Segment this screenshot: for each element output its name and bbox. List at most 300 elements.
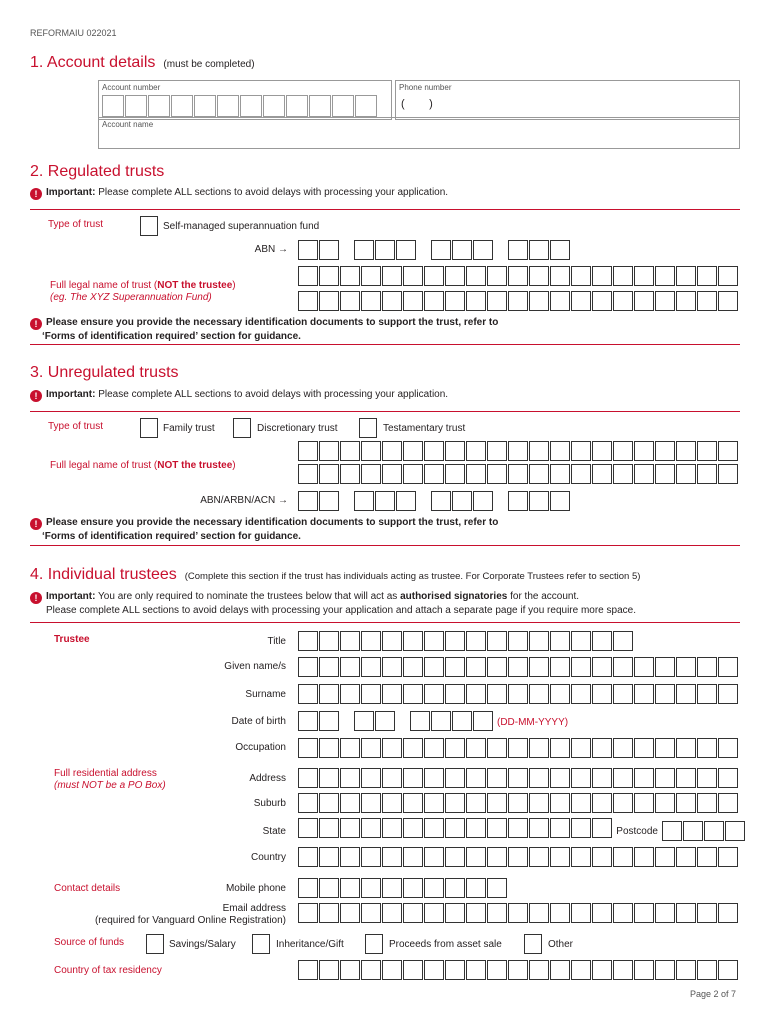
character-box[interactable] [452, 711, 472, 731]
character-box[interactable] [424, 684, 444, 704]
date-of-birth-boxes[interactable] [298, 711, 494, 731]
character-box[interactable] [487, 960, 507, 980]
character-box[interactable] [529, 818, 549, 838]
character-box[interactable] [452, 491, 472, 511]
address-row-2[interactable] [298, 793, 739, 813]
character-box[interactable] [403, 960, 423, 980]
character-box[interactable] [466, 631, 486, 651]
character-box[interactable] [613, 847, 633, 867]
character-box[interactable] [354, 240, 374, 260]
character-box[interactable] [424, 847, 444, 867]
character-box[interactable] [550, 491, 570, 511]
character-box[interactable] [508, 441, 528, 461]
given-names-boxes[interactable] [298, 657, 739, 677]
character-box[interactable] [361, 960, 381, 980]
character-box[interactable] [634, 903, 654, 923]
character-box[interactable] [361, 818, 381, 838]
character-box[interactable] [298, 441, 318, 461]
character-box[interactable] [634, 793, 654, 813]
character-box[interactable] [613, 631, 633, 651]
character-box[interactable] [298, 878, 318, 898]
character-box[interactable] [382, 847, 402, 867]
character-box[interactable] [571, 847, 591, 867]
character-box[interactable] [508, 684, 528, 704]
character-box[interactable] [340, 684, 360, 704]
character-box[interactable] [361, 291, 381, 311]
character-box[interactable] [613, 960, 633, 980]
savings-salary-checkbox[interactable] [146, 934, 164, 954]
character-box[interactable] [655, 768, 675, 788]
character-box[interactable] [662, 821, 682, 841]
character-box[interactable] [718, 266, 738, 286]
character-box[interactable] [487, 793, 507, 813]
character-box[interactable] [403, 878, 423, 898]
character-box[interactable] [403, 818, 423, 838]
inheritance-gift-checkbox[interactable] [252, 934, 270, 954]
character-box[interactable] [529, 847, 549, 867]
proceeds-asset-sale-checkbox[interactable] [365, 934, 383, 954]
character-box[interactable] [571, 464, 591, 484]
account-number-cell[interactable] [102, 95, 124, 117]
mobile-phone-boxes[interactable] [298, 878, 508, 898]
character-box[interactable] [655, 266, 675, 286]
abn-boxes[interactable] [298, 240, 571, 260]
character-box[interactable] [550, 793, 570, 813]
character-box[interactable] [375, 491, 395, 511]
character-box[interactable] [424, 464, 444, 484]
character-box[interactable] [319, 793, 339, 813]
character-box[interactable] [487, 878, 507, 898]
character-box[interactable] [655, 793, 675, 813]
character-box[interactable] [508, 266, 528, 286]
character-box[interactable] [697, 960, 717, 980]
character-box[interactable] [445, 291, 465, 311]
character-box[interactable] [592, 793, 612, 813]
character-box[interactable] [508, 768, 528, 788]
character-box[interactable] [487, 684, 507, 704]
character-box[interactable] [613, 266, 633, 286]
character-box[interactable] [676, 793, 696, 813]
character-box[interactable] [508, 491, 528, 511]
character-box[interactable] [487, 818, 507, 838]
character-box[interactable] [676, 768, 696, 788]
character-box[interactable] [466, 657, 486, 677]
character-box[interactable] [508, 903, 528, 923]
character-box[interactable] [298, 684, 318, 704]
character-box[interactable] [466, 818, 486, 838]
character-box[interactable] [550, 847, 570, 867]
account-number-cell[interactable] [217, 95, 239, 117]
account-name-field[interactable] [98, 117, 740, 149]
character-box[interactable] [382, 818, 402, 838]
character-box[interactable] [445, 684, 465, 704]
account-number-cell[interactable] [309, 95, 331, 117]
character-box[interactable] [697, 657, 717, 677]
character-box[interactable] [340, 441, 360, 461]
character-box[interactable] [375, 240, 395, 260]
character-box[interactable] [508, 631, 528, 651]
character-box[interactable] [361, 738, 381, 758]
character-box[interactable] [319, 768, 339, 788]
character-box[interactable] [508, 847, 528, 867]
character-box[interactable] [592, 291, 612, 311]
character-box[interactable] [613, 768, 633, 788]
character-box[interactable] [361, 847, 381, 867]
character-box[interactable] [466, 878, 486, 898]
character-box[interactable] [319, 684, 339, 704]
character-box[interactable] [424, 793, 444, 813]
character-box[interactable] [319, 631, 339, 651]
character-box[interactable] [340, 291, 360, 311]
character-box[interactable] [382, 464, 402, 484]
character-box[interactable] [550, 441, 570, 461]
character-box[interactable] [424, 878, 444, 898]
character-box[interactable] [403, 903, 423, 923]
character-box[interactable] [571, 291, 591, 311]
character-box[interactable] [655, 847, 675, 867]
character-box[interactable] [718, 441, 738, 461]
character-box[interactable] [298, 464, 318, 484]
character-box[interactable] [445, 266, 465, 286]
character-box[interactable] [550, 684, 570, 704]
character-box[interactable] [361, 768, 381, 788]
character-box[interactable] [403, 847, 423, 867]
character-box[interactable] [487, 738, 507, 758]
character-box[interactable] [340, 738, 360, 758]
character-box[interactable] [697, 684, 717, 704]
character-box[interactable] [403, 266, 423, 286]
character-box[interactable] [592, 266, 612, 286]
character-box[interactable] [655, 291, 675, 311]
character-box[interactable] [361, 631, 381, 651]
character-box[interactable] [298, 793, 318, 813]
character-box[interactable] [445, 441, 465, 461]
character-box[interactable] [340, 847, 360, 867]
character-box[interactable] [550, 631, 570, 651]
character-box[interactable] [382, 903, 402, 923]
character-box[interactable] [410, 711, 430, 731]
character-box[interactable] [354, 711, 374, 731]
character-box[interactable] [396, 491, 416, 511]
character-box[interactable] [529, 291, 549, 311]
character-box[interactable] [424, 291, 444, 311]
character-box[interactable] [340, 657, 360, 677]
character-box[interactable] [655, 960, 675, 980]
character-box[interactable] [655, 684, 675, 704]
character-box[interactable] [340, 818, 360, 838]
character-box[interactable] [592, 847, 612, 867]
character-box[interactable] [487, 464, 507, 484]
account-number-cell[interactable] [286, 95, 308, 117]
character-box[interactable] [718, 768, 738, 788]
character-box[interactable] [529, 738, 549, 758]
character-box[interactable] [340, 464, 360, 484]
character-box[interactable] [319, 266, 339, 286]
character-box[interactable] [655, 657, 675, 677]
character-box[interactable] [487, 291, 507, 311]
character-box[interactable] [431, 491, 451, 511]
character-box[interactable] [634, 738, 654, 758]
character-box[interactable] [613, 291, 633, 311]
character-box[interactable] [375, 711, 395, 731]
character-box[interactable] [571, 657, 591, 677]
character-box[interactable] [613, 441, 633, 461]
abn-arbn-acn-boxes[interactable] [298, 491, 571, 511]
character-box[interactable] [445, 738, 465, 758]
character-box[interactable] [718, 847, 738, 867]
character-box[interactable] [697, 266, 717, 286]
character-box[interactable] [403, 631, 423, 651]
character-box[interactable] [466, 793, 486, 813]
character-box[interactable] [403, 291, 423, 311]
legal-name-row-1[interactable] [298, 266, 739, 286]
character-box[interactable] [424, 960, 444, 980]
character-box[interactable] [550, 738, 570, 758]
character-box[interactable] [424, 768, 444, 788]
character-box[interactable] [466, 291, 486, 311]
title-boxes[interactable] [298, 631, 634, 651]
account-number-cell[interactable] [263, 95, 285, 117]
account-number-cell[interactable] [171, 95, 193, 117]
character-box[interactable] [529, 266, 549, 286]
character-box[interactable] [298, 960, 318, 980]
character-box[interactable] [431, 240, 451, 260]
character-box[interactable] [718, 291, 738, 311]
character-box[interactable] [319, 960, 339, 980]
character-box[interactable] [466, 684, 486, 704]
character-box[interactable] [466, 847, 486, 867]
character-box[interactable] [676, 903, 696, 923]
character-box[interactable] [382, 657, 402, 677]
character-box[interactable] [445, 657, 465, 677]
account-number-cell[interactable] [125, 95, 147, 117]
character-box[interactable] [508, 240, 528, 260]
character-box[interactable] [403, 768, 423, 788]
character-box[interactable] [403, 657, 423, 677]
other-source-checkbox[interactable] [524, 934, 542, 954]
character-box[interactable] [571, 960, 591, 980]
character-box[interactable] [445, 631, 465, 651]
character-box[interactable] [508, 738, 528, 758]
character-box[interactable] [529, 491, 549, 511]
surname-boxes[interactable] [298, 684, 739, 704]
character-box[interactable] [725, 821, 745, 841]
character-box[interactable] [298, 657, 318, 677]
character-box[interactable] [319, 491, 339, 511]
character-box[interactable] [571, 441, 591, 461]
character-box[interactable] [466, 903, 486, 923]
character-box[interactable] [697, 903, 717, 923]
character-box[interactable] [382, 441, 402, 461]
character-box[interactable] [298, 818, 318, 838]
character-box[interactable] [445, 818, 465, 838]
character-box[interactable] [571, 631, 591, 651]
character-box[interactable] [718, 684, 738, 704]
character-box[interactable] [361, 684, 381, 704]
character-box[interactable] [473, 491, 493, 511]
character-box[interactable] [403, 738, 423, 758]
character-box[interactable] [445, 878, 465, 898]
account-number-cell[interactable] [332, 95, 354, 117]
account-number-cell[interactable] [194, 95, 216, 117]
character-box[interactable] [445, 793, 465, 813]
character-box[interactable] [697, 441, 717, 461]
character-box[interactable] [634, 684, 654, 704]
character-box[interactable] [487, 631, 507, 651]
character-box[interactable] [319, 240, 339, 260]
character-box[interactable] [550, 960, 570, 980]
character-box[interactable] [592, 631, 612, 651]
character-box[interactable] [424, 903, 444, 923]
character-box[interactable] [508, 464, 528, 484]
character-box[interactable] [676, 441, 696, 461]
occupation-boxes[interactable] [298, 738, 739, 758]
character-box[interactable] [718, 903, 738, 923]
character-box[interactable] [445, 768, 465, 788]
character-box[interactable] [298, 266, 318, 286]
character-box[interactable] [403, 793, 423, 813]
character-box[interactable] [319, 878, 339, 898]
character-box[interactable] [529, 657, 549, 677]
character-box[interactable] [676, 266, 696, 286]
character-box[interactable] [319, 441, 339, 461]
legal-name-row-1[interactable] [298, 441, 739, 461]
character-box[interactable] [361, 878, 381, 898]
character-box[interactable] [382, 738, 402, 758]
character-box[interactable] [424, 657, 444, 677]
character-box[interactable] [676, 847, 696, 867]
character-box[interactable] [319, 291, 339, 311]
character-box[interactable] [466, 768, 486, 788]
character-box[interactable] [298, 631, 318, 651]
character-box[interactable] [571, 738, 591, 758]
character-box[interactable] [550, 657, 570, 677]
character-box[interactable] [361, 441, 381, 461]
character-box[interactable] [592, 441, 612, 461]
character-box[interactable] [424, 441, 444, 461]
character-box[interactable] [683, 821, 703, 841]
character-box[interactable] [508, 793, 528, 813]
character-box[interactable] [487, 768, 507, 788]
character-box[interactable] [676, 684, 696, 704]
character-box[interactable] [487, 441, 507, 461]
character-box[interactable] [382, 291, 402, 311]
character-box[interactable] [550, 291, 570, 311]
character-box[interactable] [424, 266, 444, 286]
address-row-1[interactable] [298, 768, 739, 788]
email-boxes[interactable] [298, 903, 739, 923]
character-box[interactable] [424, 631, 444, 651]
character-box[interactable] [319, 847, 339, 867]
character-box[interactable] [340, 266, 360, 286]
character-box[interactable] [529, 768, 549, 788]
character-box[interactable] [718, 960, 738, 980]
character-box[interactable] [403, 441, 423, 461]
character-box[interactable] [396, 240, 416, 260]
character-box[interactable] [508, 291, 528, 311]
character-box[interactable] [613, 684, 633, 704]
family-trust-checkbox[interactable] [140, 418, 158, 438]
character-box[interactable] [634, 291, 654, 311]
character-box[interactable] [466, 738, 486, 758]
character-box[interactable] [466, 960, 486, 980]
character-box[interactable] [718, 793, 738, 813]
character-box[interactable] [697, 738, 717, 758]
character-box[interactable] [592, 684, 612, 704]
character-box[interactable] [655, 464, 675, 484]
postcode-boxes[interactable] [662, 821, 746, 841]
character-box[interactable] [445, 847, 465, 867]
legal-name-row-2[interactable] [298, 464, 739, 484]
character-box[interactable] [487, 847, 507, 867]
character-box[interactable] [298, 711, 318, 731]
character-box[interactable] [487, 266, 507, 286]
character-box[interactable] [508, 657, 528, 677]
testamentary-trust-checkbox[interactable] [359, 418, 377, 438]
character-box[interactable] [466, 441, 486, 461]
character-box[interactable] [340, 631, 360, 651]
character-box[interactable] [529, 631, 549, 651]
character-box[interactable] [697, 793, 717, 813]
character-box[interactable] [466, 266, 486, 286]
suburb-boxes[interactable] [298, 818, 613, 838]
character-box[interactable] [445, 960, 465, 980]
character-box[interactable] [676, 738, 696, 758]
character-box[interactable] [298, 240, 318, 260]
character-box[interactable] [298, 291, 318, 311]
character-box[interactable] [571, 266, 591, 286]
character-box[interactable] [718, 464, 738, 484]
character-box[interactable] [634, 441, 654, 461]
character-box[interactable] [697, 768, 717, 788]
character-box[interactable] [508, 818, 528, 838]
character-box[interactable] [361, 793, 381, 813]
character-box[interactable] [340, 878, 360, 898]
character-box[interactable] [319, 818, 339, 838]
character-box[interactable] [445, 903, 465, 923]
smsf-checkbox[interactable] [140, 216, 158, 236]
character-box[interactable] [571, 903, 591, 923]
character-box[interactable] [634, 657, 654, 677]
character-box[interactable] [529, 960, 549, 980]
character-box[interactable] [655, 738, 675, 758]
character-box[interactable] [340, 960, 360, 980]
character-box[interactable] [298, 768, 318, 788]
character-box[interactable] [634, 847, 654, 867]
character-box[interactable] [571, 768, 591, 788]
character-box[interactable] [382, 631, 402, 651]
account-number-cell[interactable] [240, 95, 262, 117]
character-box[interactable] [319, 738, 339, 758]
character-box[interactable] [340, 903, 360, 923]
character-box[interactable] [361, 266, 381, 286]
character-box[interactable] [571, 793, 591, 813]
character-box[interactable] [445, 464, 465, 484]
character-box[interactable] [361, 657, 381, 677]
discretionary-trust-checkbox[interactable] [233, 418, 251, 438]
character-box[interactable] [529, 240, 549, 260]
character-box[interactable] [613, 464, 633, 484]
character-box[interactable] [655, 903, 675, 923]
character-box[interactable] [382, 793, 402, 813]
character-box[interactable] [319, 903, 339, 923]
character-box[interactable] [676, 960, 696, 980]
character-box[interactable] [718, 657, 738, 677]
character-box[interactable] [697, 291, 717, 311]
character-box[interactable] [613, 903, 633, 923]
character-box[interactable] [382, 878, 402, 898]
character-box[interactable] [361, 903, 381, 923]
